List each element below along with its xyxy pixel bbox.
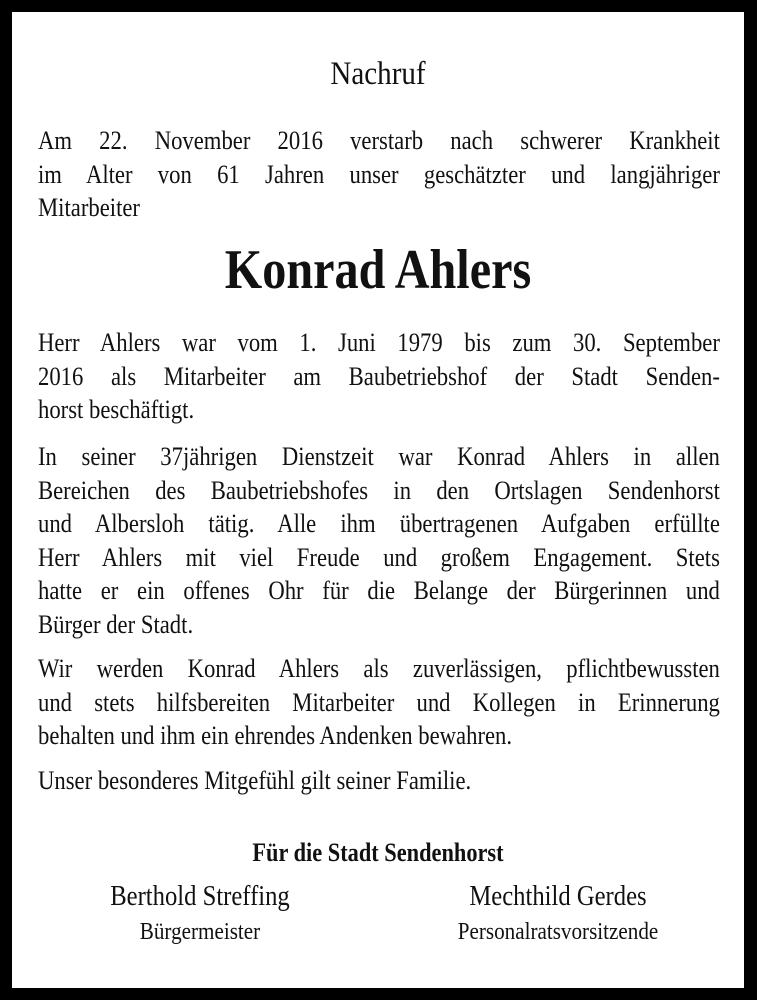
text-line: behalten und ihm ein ehrendes Andenken bewahren. [38, 721, 513, 750]
condolence-paragraph [38, 764, 720, 798]
text-line: Unser besonderes Mitgefühl gilt seiner Familie. [38, 766, 472, 795]
text-line: 2016 als Mitarbeiter am Baubetriebshof der Stadt Senden- [38, 361, 720, 391]
intro-paragraph [38, 124, 720, 225]
text-line: Bürger der Stadt. [38, 609, 194, 639]
signer-left [30, 880, 370, 950]
signer-role: Bürgermeister [139, 919, 261, 945]
text-line: Bereichen des Baubetriebshofes in den Ortslagen Sendenhorst [38, 475, 720, 505]
text-line: In seiner 37jährigen Dienstzeit war Konrad Ahlers in allen [38, 442, 720, 471]
obituary-notice [12, 12, 744, 988]
remembrance-paragraph [38, 652, 720, 753]
signer-role: Personalratsvorsitzende [457, 919, 659, 945]
text-line: Wir werden Konrad Ahlers als zuverlässigen, pflichtbewussten [38, 654, 720, 683]
signature-organization: Für die Stadt Sendenhorst [252, 838, 504, 867]
signer-name: Berthold Streffing [110, 881, 290, 912]
text-line: im Alter von 61 Jahren unser geschätzter und langjähriger [38, 159, 720, 189]
text-line: Am 22. November 2016 verstarb nach schwerer Krankheit [38, 126, 720, 155]
service-paragraph [38, 440, 720, 641]
text-line: Mitarbeiter [38, 193, 140, 222]
employment-paragraph [38, 326, 720, 427]
deceased-name: Konrad Ahlers [224, 239, 532, 301]
signer-right [388, 880, 728, 950]
text-line: Herr Ahlers war vom 1. Juni 1979 bis zum 30. September [38, 328, 720, 357]
notice-title: Nachruf [330, 56, 426, 92]
text-line: Herr Ahlers mit viel Freude und großem Engagement. Stets [38, 542, 720, 572]
text-line: und stets hilfsbereiten Mitarbeiter und Kollegen in Erinnerung [38, 687, 720, 717]
text-line: hatte er ein offenes Ohr für die Belange der Bürgerinnen und [38, 576, 720, 605]
text-line: und Albersloh tätig. Alle ihm übertragenen Aufgaben erfüllte [38, 509, 720, 538]
text-line: horst beschäftigt. [38, 395, 195, 424]
signer-name: Mechthild Gerdes [469, 881, 647, 912]
